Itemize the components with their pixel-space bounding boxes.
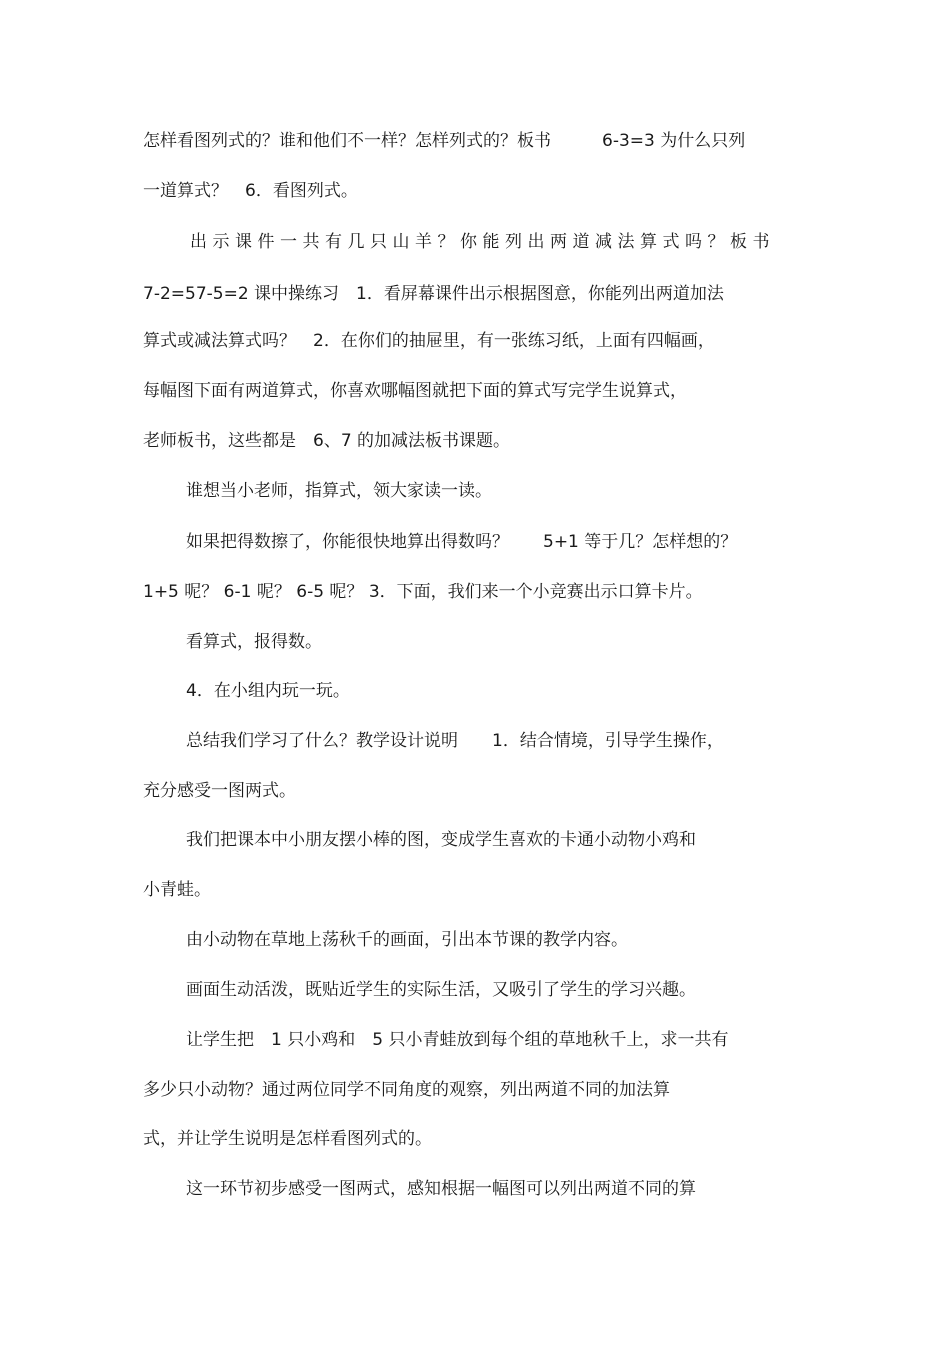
- text-line-8: 谁想当小老师，指算式，领大家读一读。: [186, 481, 492, 501]
- text-line-15: 我们把课本中小朋友摆小棒的图，变成学生喜欢的卡通小动物小鸡和: [186, 830, 696, 850]
- text-line-6: 每幅图下面有两道算式，你喜欢哪幅图就把下面的算式写完学生说算式，: [143, 381, 687, 401]
- text-line-12: 4．在小组内玩一玩。: [186, 681, 350, 701]
- text-line-14: 充分感受一图两式。: [143, 781, 296, 801]
- text-line-7: 老师板书，这些都是 6、7 的加减法板书课题。: [143, 431, 511, 451]
- text-line-16: 小青蛙。: [143, 880, 211, 900]
- text-line-10: 1+5 呢？ 6-1 呢？ 6-5 呢？ 3．下面，我们来一个小竞赛出示口算卡片。: [143, 582, 703, 602]
- text-line-2: 一道算式？ 6．看图列式。: [143, 181, 358, 201]
- text-line-9: 如果把得数擦了，你能很快地算出得数吗？ 5+1 等于几？怎样想的？: [186, 532, 738, 552]
- text-line-17: 由小动物在草地上荡秋千的画面，引出本节课的教学内容。: [186, 930, 628, 950]
- text-line-21: 式，并让学生说明是怎样看图列式的。: [143, 1129, 432, 1149]
- text-line-22: 这一环节初步感受一图两式，感知根据一幅图可以列出两道不同的算: [186, 1179, 696, 1199]
- text-line-13: 总结我们学习了什么？教学设计说明 1．结合情境，引导学生操作，: [186, 731, 724, 751]
- text-line-1: 怎样看图列式的？谁和他们不一样？怎样列式的？板书 6-3=3 为什么只列: [143, 131, 746, 151]
- text-line-3: 出示课件一共有几只山羊？你能列出两道减法算式吗？板书: [190, 232, 775, 252]
- text-line-19: 让学生把 1 只小鸡和 5 只小青蛙放到每个组的草地秋千上，求一共有: [186, 1030, 729, 1050]
- text-line-18: 画面生动活泼，既贴近学生的实际生活，又吸引了学生的学习兴趣。: [186, 980, 696, 1000]
- text-line-4: 7-2=57-5=2 课中操练习 1．看屏幕课件出示根据图意，你能列出两道加法: [143, 284, 724, 304]
- text-line-20: 多少只小动物？通过两位同学不同角度的观察，列出两道不同的加法算: [143, 1080, 670, 1100]
- text-line-11: 看算式，报得数。: [186, 632, 322, 652]
- text-line-5: 算式或减法算式吗？ 2．在你们的抽屉里，有一张练习纸，上面有四幅画，: [143, 331, 715, 351]
